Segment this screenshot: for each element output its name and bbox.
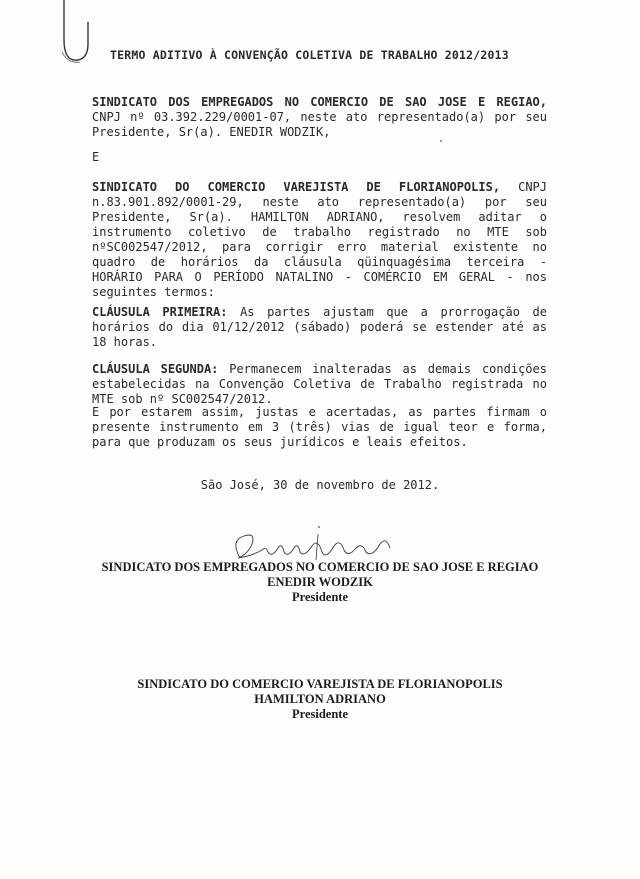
clause2-text: Permanecem inalteradas as demais condições estabelecidas na Convenção Coletiva de Trabalho registrada no MTE sob nº SC002547/2012. bbox=[92, 362, 547, 406]
paper-clip-mark bbox=[58, 0, 94, 70]
paper-speck bbox=[440, 140, 442, 142]
clause1-heading: CLÁUSULA PRIMEIRA: bbox=[92, 305, 228, 319]
clause2-paragraph bbox=[92, 362, 547, 407]
paper-speck bbox=[318, 526, 320, 528]
signatory-entity: SINDICATO DO COMERCIO VAREJISTA DE FLORIANOPOLIS bbox=[137, 677, 503, 691]
clause1-paragraph bbox=[92, 305, 547, 350]
signatory-name: HAMILTON ADRIANO bbox=[254, 692, 386, 706]
signature-block-2 bbox=[0, 677, 640, 722]
signatory-role: Presidente bbox=[291, 590, 348, 604]
conjunction: E bbox=[92, 150, 100, 164]
signatory-role: Presidente bbox=[291, 707, 348, 721]
document-date: São José, 30 de novembro de 2012. bbox=[200, 478, 440, 492]
signatory-name: ENEDIR WODZIK bbox=[267, 575, 373, 589]
document-title: TERMO ADITIVO À CONVENÇÃO COLETIVA DE TRABALHO 2012/2013 bbox=[110, 48, 509, 62]
clause1-text: As partes ajustam que a prorrogação de horários do dia 01/12/2012 (sábado) poderá se estender até as 18 horas. bbox=[92, 305, 548, 349]
party2-name: SINDICATO DO COMERCIO VAREJISTA DE FLORIANOPOLIS, bbox=[92, 180, 501, 194]
party1-text: CNPJ nº 03.392.229/0001-07, neste ato representado(a) por seu Presidente, Sr(a). ENEDIR WODZIK, bbox=[92, 110, 547, 139]
signatory-entity: SINDICATO DOS EMPREGADOS NO COMERCIO DE SAO JOSE E REGIAO bbox=[101, 560, 539, 574]
party2-paragraph bbox=[92, 180, 547, 300]
closing-paragraph: E por estarem assim, justas e acertadas, as partes firmam o presente instrumento em 3 (três) vias de igual teor e forma, para que produzam os seus jurídicos e leais efeitos. bbox=[92, 405, 547, 449]
party1-paragraph bbox=[92, 95, 547, 140]
clause2-heading: CLÁUSULA SEGUNDA: bbox=[92, 362, 219, 376]
signature-block-1 bbox=[0, 560, 640, 605]
party2-text: CNPJ n.83.901.892/0001-29, neste ato representado(a) por seu Presidente, Sr(a). HAMILTON ADRIANO, resolvem aditar o instrumento coletivo de trabalho registrado no MTE sob nºSC002547/2012, para corrigir erro material existente no quadro de horários da cláusula qüinquagésima terceira - HORÁRIO PARA O PERÍODO NATALINO - COMÉRCIO EM GERAL - nos seguintes termos: bbox=[92, 180, 547, 299]
party1-name: SINDICATO DOS EMPREGADOS NO COMERCIO DE SAO JOSE E REGIAO, bbox=[92, 95, 547, 109]
